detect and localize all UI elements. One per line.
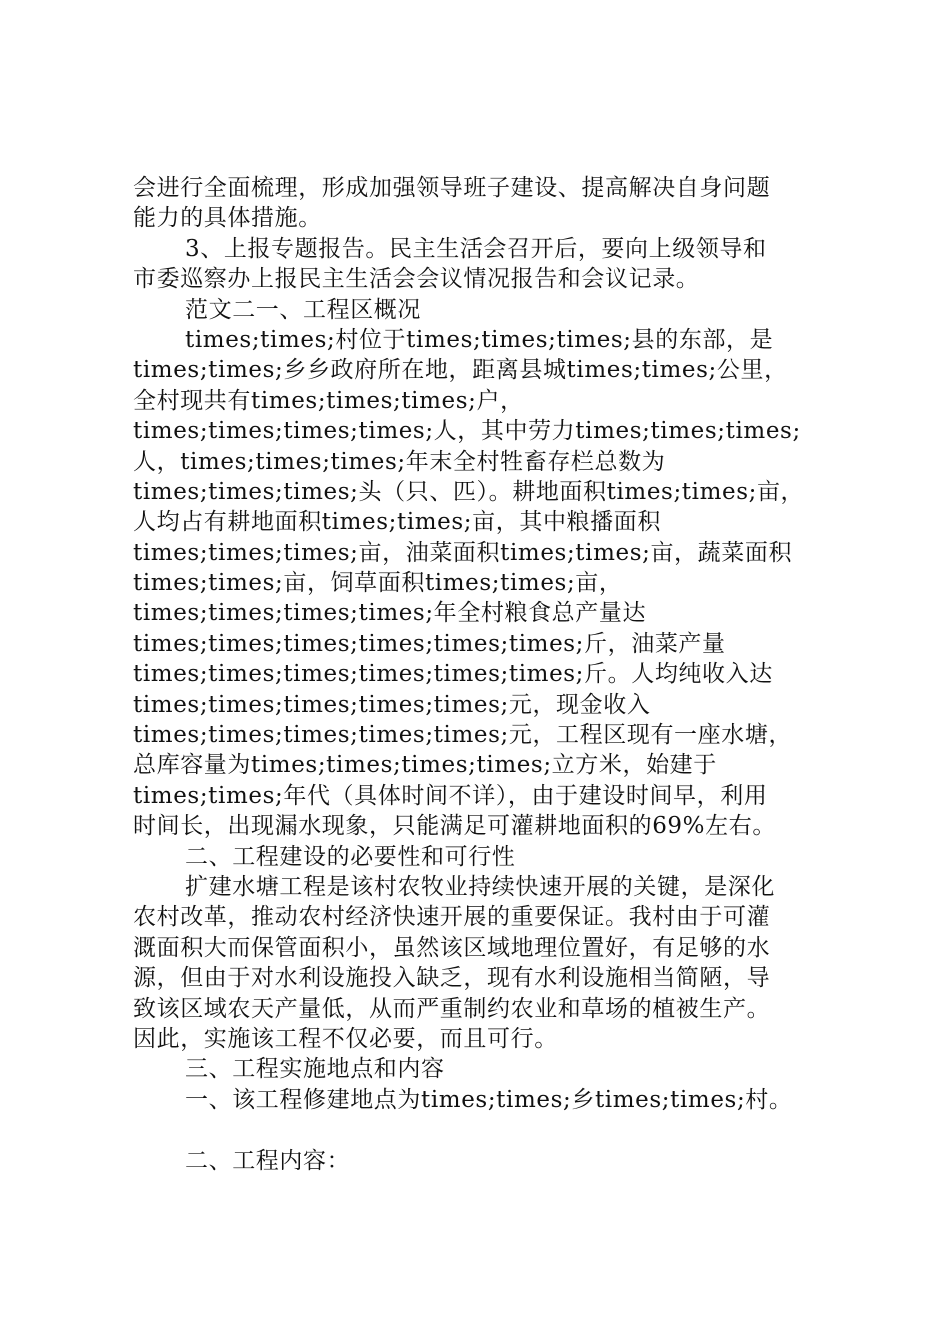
- section-heading: 二、工程内容：: [185, 1147, 351, 1174]
- text-line: 农村改革，推动农村经济快速开展的重要保证。我村由于可灌: [133, 904, 771, 931]
- text-line: times;times;乡乡政府所在地，距离县城times;times;公里，: [133, 357, 788, 384]
- text-line: times;times;年代（具体时间不详），由于建设时间早，利用: [133, 782, 768, 809]
- paragraph-start: 3、上报专题报告。民主生活会召开后，要向上级领导和: [185, 235, 767, 262]
- section-heading: 三、工程实施地点和内容: [185, 1056, 445, 1083]
- text-line: times;times;times;times;times;元，工程区现有一座水塘，: [133, 722, 793, 749]
- text-line: times;times;times;times;times;元，现金收入: [133, 691, 651, 718]
- text-line: 人，times;times;times;年末全村牲畜存栏总数为: [133, 448, 666, 475]
- text-line: times;times;times;头（只、匹）。耕地面积times;times;亩，: [133, 478, 805, 505]
- text-line: times;times;times;times;人，其中劳力times;times;times;: [133, 418, 801, 445]
- text-line: 致该区域农天产量低，从而严重制约农业和草场的植被生产。: [133, 995, 771, 1022]
- text-line: 人均占有耕地面积times;times;亩，其中粮播面积: [133, 509, 661, 536]
- text-line: 溉面积大而保管面积小，虽然该区域地理位置好，有足够的水: [133, 934, 771, 961]
- text-line: 源，但由于对水利设施投入缺乏，现有水利设施相当简陋，导: [133, 965, 771, 992]
- paragraph-start: times;times;村位于times;times;times;县的东部，是: [185, 326, 774, 353]
- text-line: 因此，实施该工程不仅必要，而且可行。: [133, 1025, 558, 1052]
- text-line: 全村现共有times;times;times;户，: [133, 387, 524, 414]
- text-line: times;times;times;亩，油菜面积times;times;亩，蔬菜面积: [133, 539, 793, 566]
- blank-line: [133, 1115, 833, 1145]
- text-line: times;times;times;times;times;times;斤，油菜产量: [133, 630, 726, 657]
- paragraph-start: 一、该工程修建地点为times;times;乡times;times;村。: [185, 1086, 793, 1113]
- text-line: 总库容量为times;times;times;times;立方米，始建于: [133, 752, 717, 779]
- section-heading: 二、工程建设的必要性和可行性: [185, 843, 516, 870]
- text-line: 会进行全面梳理，形成加强领导班子建设、提高解决自身问题: [133, 175, 771, 201]
- text-line: 时间长，出现漏水现象，只能满足可灌耕地面积的69%左右。: [133, 813, 776, 840]
- document-body: [133, 173, 833, 1176]
- section-heading: 范文二一、工程区概况: [185, 296, 421, 323]
- text-line: 能力的具体措施。: [133, 205, 322, 232]
- text-line: 市委巡察办上报民主生活会会议情况报告和会议记录。: [133, 266, 700, 293]
- text-line: times;times;times;times;times;times;斤。人均纯收入达: [133, 661, 773, 688]
- paragraph-start: 扩建水塘工程是该村农牧业持续快速开展的关键，是深化: [185, 873, 775, 900]
- text-line: times;times;times;times;年全村粮食总产量达: [133, 600, 647, 627]
- text-line: times;times;亩，饲草面积times;times;亩，: [133, 570, 623, 597]
